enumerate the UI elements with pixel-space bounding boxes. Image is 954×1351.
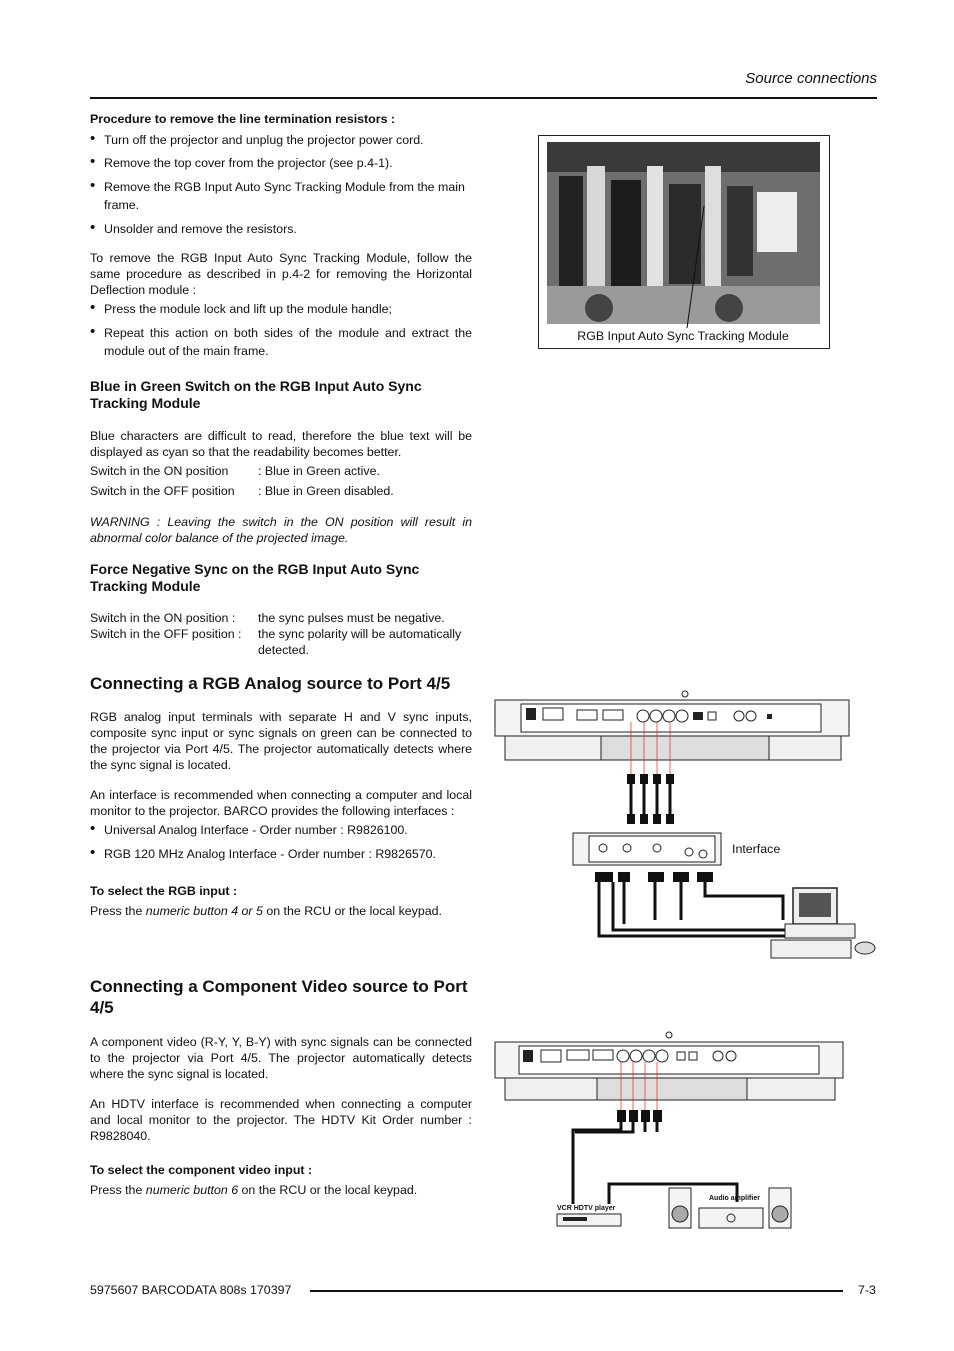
row-label: Switch in the OFF position :	[90, 627, 242, 641]
rgb-analog-paragraph-2: An interface is recommended when connecting a computer and local monitor to the projector. BARCO provides the following interfaces :	[90, 788, 472, 818]
procedure-bullets	[90, 132, 472, 244]
diagram-label-player: VCR HDTV player	[557, 1205, 616, 1212]
table-row	[90, 610, 472, 626]
row-label: Switch in the OFF position	[90, 484, 235, 498]
procedure-paragraph: To remove the RGB Input Auto Sync Tracking Module, follow the same procedure as described in p.4-2 for removing the Horizontal Deflection module :	[90, 251, 472, 297]
warning-note: WARNING : Leaving the switch in the ON position will result in abnormal color balance of the projected image.	[90, 515, 472, 545]
list-item: • RGB 120 MHz Analog Interface - Order number : R9826570.	[90, 846, 472, 862]
row-value: : Blue in Green active.	[258, 464, 380, 478]
row-label: Switch in the ON position	[90, 464, 229, 478]
rgb-analog-paragraph-1: RGB analog input terminals with separate H and V sync inputs, composite sync input or sync signals on green can be connected to the projector via Port 4/5. The projector automatically detects where the sync signal is located.	[90, 710, 472, 772]
key-reference: numeric button 4 or 5	[145, 904, 263, 918]
section-heading-blue-in-green: Blue in Green Switch on the RGB Input Auto Sync Tracking Module	[90, 378, 422, 411]
diagram-label-amplifier: Audio amplifier	[709, 1195, 760, 1202]
footer-rule	[310, 1290, 843, 1292]
row-label: Switch in the ON position :	[90, 611, 236, 625]
interface-bullets	[90, 822, 472, 869]
list-item: • Remove the RGB Input Auto Sync Tracking Module from the main frame.	[90, 178, 472, 214]
page-number: 7-3	[858, 1283, 876, 1297]
rgb-select-title: To select the RGB input :	[90, 884, 238, 898]
component-select-instruction: Press the numeric button 6 on the RCU or the local keypad.	[90, 1183, 418, 1197]
list-item: • Repeat this action on both sides of the module and extract the module out of the main frame.	[90, 324, 472, 360]
blue-in-green-paragraph: Blue characters are difficult to read, therefore the blue text will be displayed as cyan so that the readability becomes better.	[90, 429, 472, 459]
running-header: Source connections	[745, 70, 877, 87]
table-row	[90, 626, 472, 658]
header-rule	[90, 97, 877, 99]
blue-in-green-switch-table	[90, 463, 472, 503]
section-heading-component-video: Connecting a Component Video source to Port 4/5	[90, 977, 468, 1017]
module-photo	[539, 136, 829, 348]
diagram-label-interface: Interface	[732, 842, 781, 856]
component-paragraph-2: An HDTV interface is recommended when connecting a computer and local monitor to the projector. The HDTV Kit Order number : R9828040.	[90, 1097, 472, 1143]
table-row	[90, 483, 472, 499]
photo-caption: RGB Input Auto Sync Tracking Module	[577, 329, 789, 343]
row-value: : Blue in Green disabled.	[258, 484, 394, 498]
module-photo-frame	[538, 135, 830, 349]
footer-doc-id: 5975607 BARCODATA 808s 170397	[90, 1283, 292, 1297]
section-heading-force-negative: Force Negative Sync on the RGB Input Auto Sync Tracking Module	[90, 561, 420, 594]
row-value: the sync pulses must be negative.	[258, 611, 445, 625]
key-reference: numeric button 6	[145, 1183, 239, 1197]
rgb-select-instruction: Press the numeric button 4 or 5 on the RCU or the local keypad.	[90, 904, 442, 918]
table-row	[90, 463, 472, 479]
list-item: • Remove the top cover from the projector (see p.4-1).	[90, 155, 472, 171]
component-connection-diagram	[493, 1028, 853, 1233]
procedure-bullets-2	[90, 301, 472, 367]
component-select-title: To select the component video input :	[90, 1163, 313, 1177]
list-item: • Turn off the projector and unplug the projector power cord.	[90, 132, 472, 148]
procedure-title: Procedure to remove the line termination resistors :	[90, 112, 396, 126]
section-heading-rgb-analog: Connecting a RGB Analog source to Port 4/5	[90, 674, 451, 693]
list-item: • Universal Analog Interface - Order number : R9826100.	[90, 822, 472, 838]
list-item: • Unsolder and remove the resistors.	[90, 221, 472, 237]
rgb-connection-diagram	[493, 688, 883, 963]
component-paragraph-1: A component video (R-Y, Y, B-Y) with sync signals can be connected to the projector via Port 4/5. The projector automatically detects where the sync signal is located.	[90, 1035, 472, 1081]
row-value: the sync polarity will be automatically detected.	[258, 627, 462, 657]
list-item: • Press the module lock and lift up the module handle;	[90, 301, 472, 317]
force-negative-switch-table	[90, 610, 472, 658]
